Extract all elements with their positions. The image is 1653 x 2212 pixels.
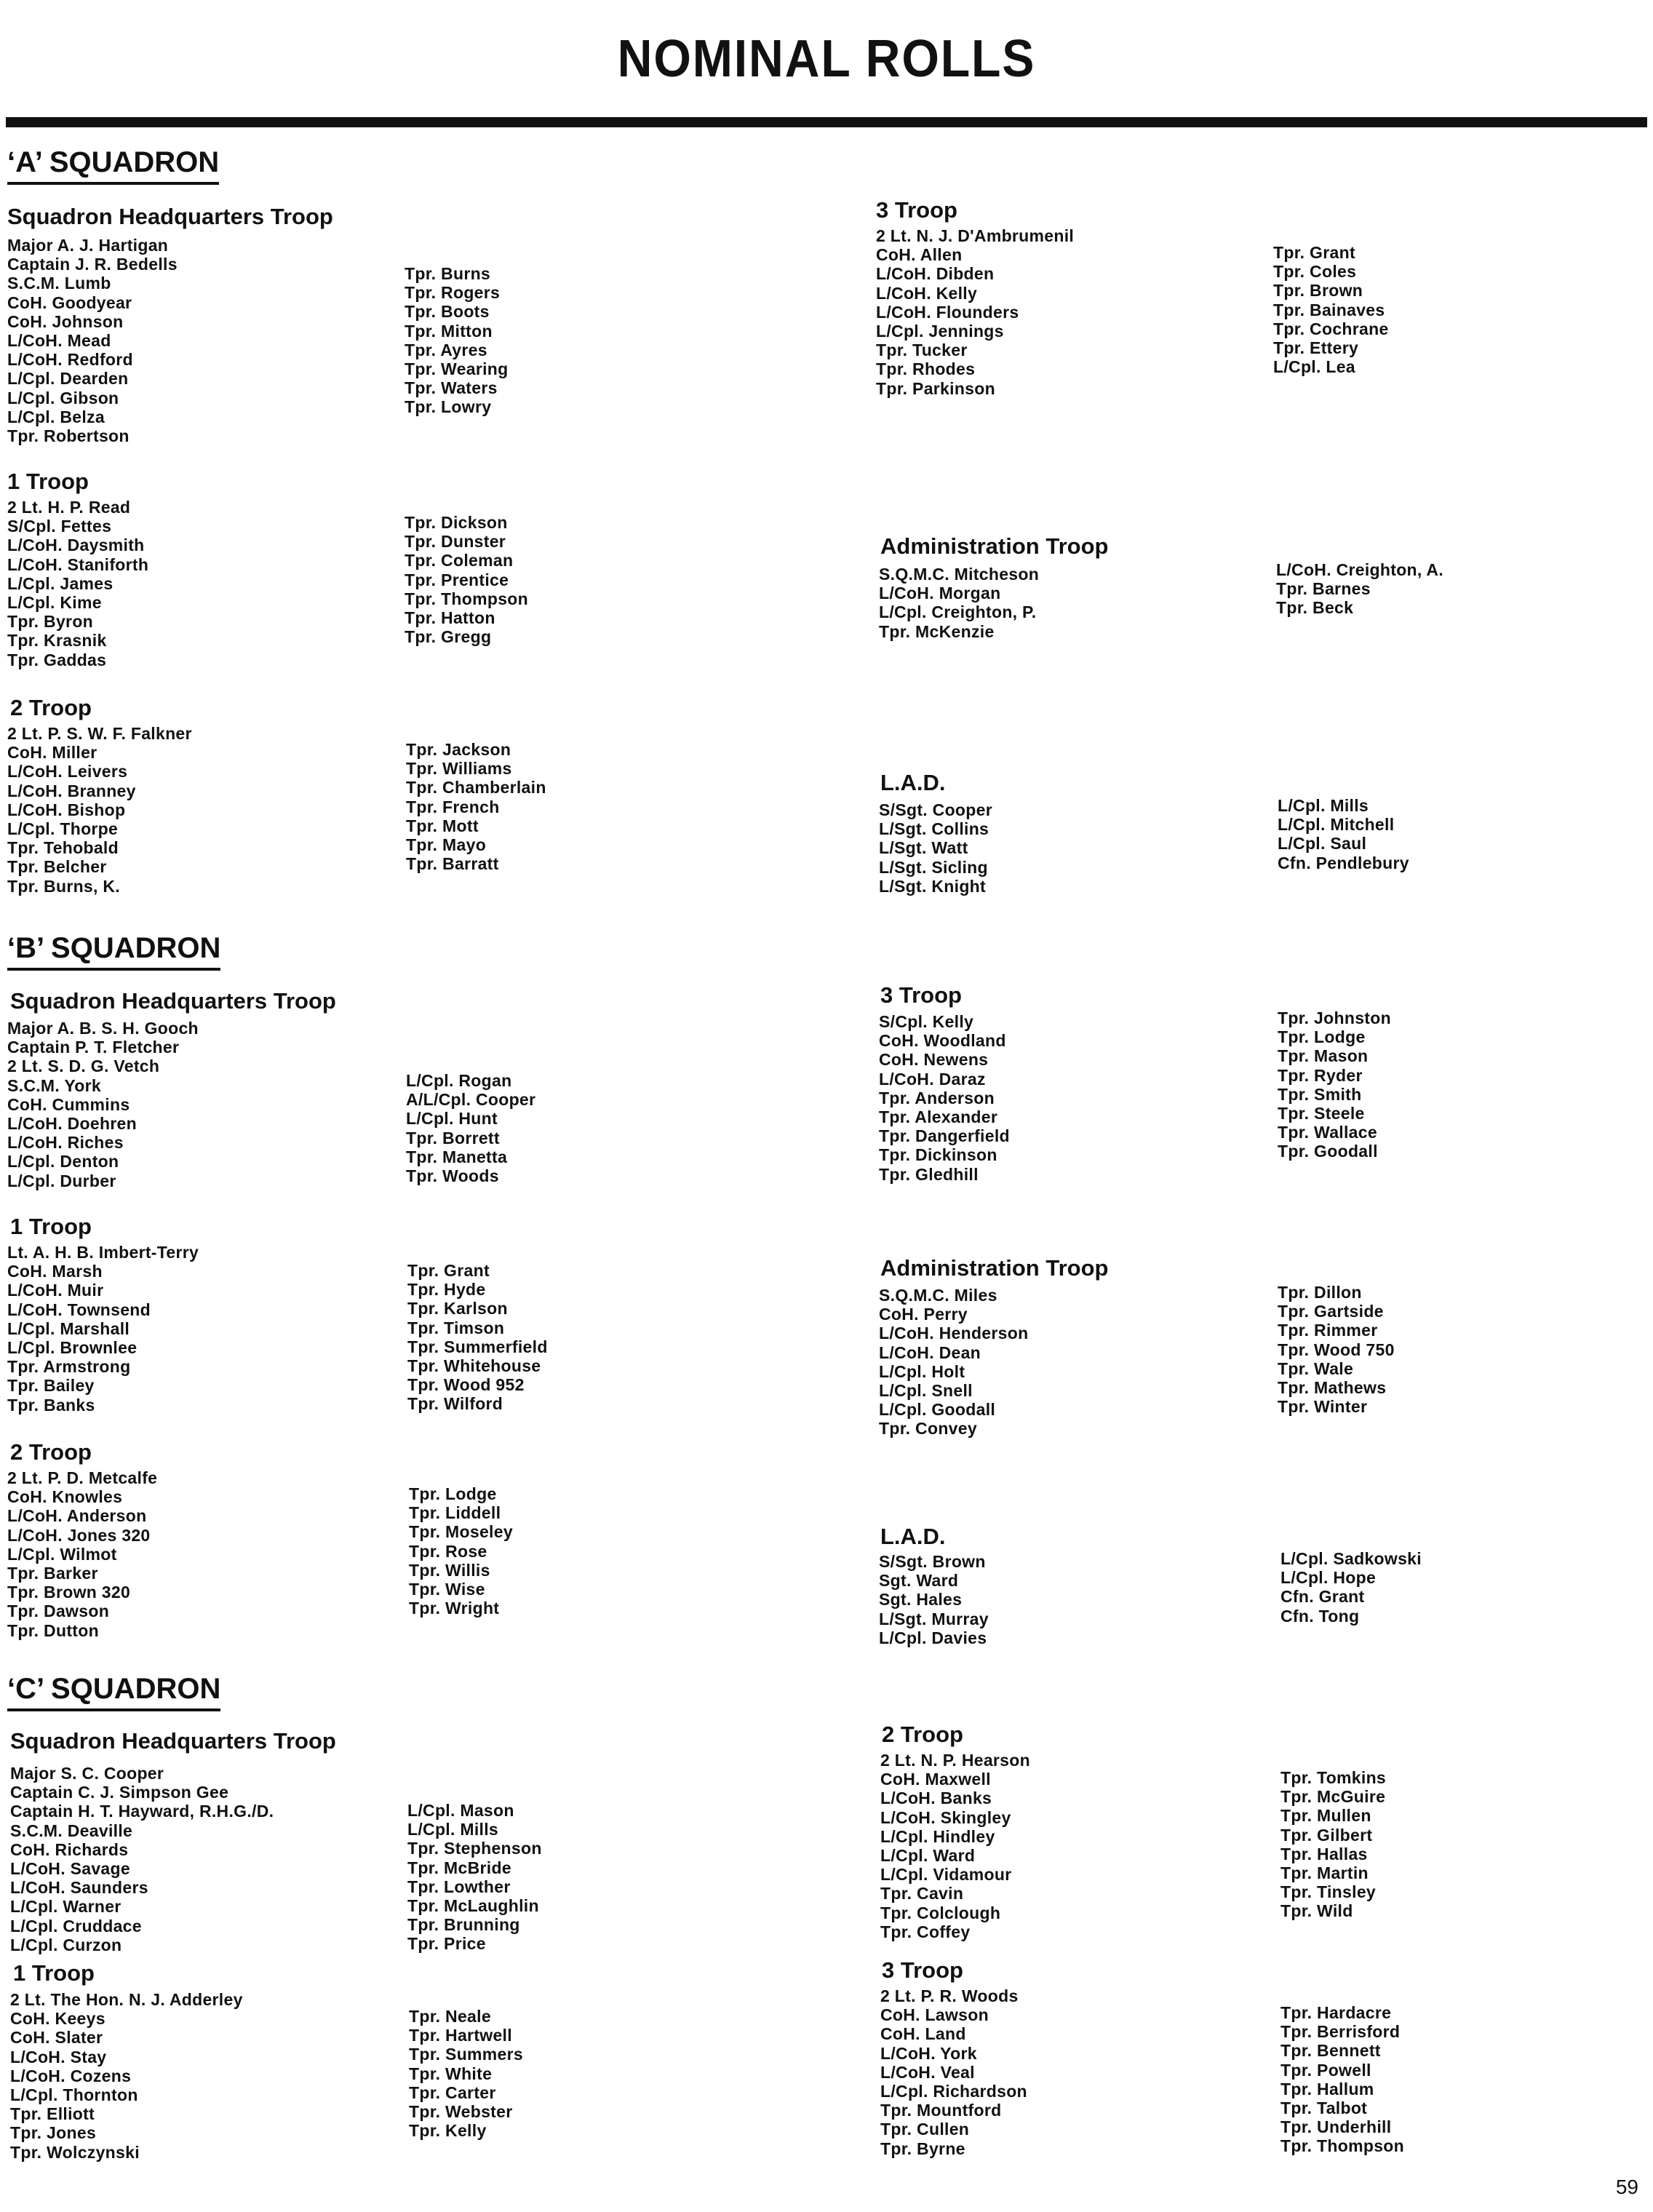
roll-entry: Tpr. Burns, K.	[7, 876, 120, 896]
roll-entry: Cfn. Tong	[1280, 1606, 1360, 1626]
roll-entry: CoH. Woodland	[879, 1031, 1006, 1051]
roll-entry: Tpr. Cochrane	[1273, 319, 1389, 338]
roll-entry: L/CoH. Branney	[7, 781, 136, 800]
roll-entry: L/Cpl. Snell	[879, 1380, 973, 1400]
roll-entry: L/Cpl. Thorpe	[7, 819, 119, 838]
b-admin-heading: Administration Troop	[880, 1255, 1109, 1281]
roll-entry: Tpr. Bailey	[7, 1376, 95, 1396]
roll-entry: L/Cpl. Kime	[7, 592, 102, 612]
roll-entry: L/CoH. Banks	[880, 1789, 992, 1808]
roll-entry: Tpr. Mountford	[880, 2101, 1002, 2120]
roll-entry: Tpr. Dangerfield	[879, 1126, 1010, 1146]
roll-entry: L/Cpl. Creighton, P.	[879, 602, 1037, 622]
roll-entry: 2 Lt. H. P. Read	[7, 498, 131, 517]
roll-entry: L/Cpl. James	[7, 573, 113, 593]
roll-entry: Cfn. Grant	[1280, 1587, 1365, 1607]
c-troop2-right	[1280, 1768, 1386, 1921]
roll-entry: CoH. Perry	[879, 1305, 968, 1324]
a-admin-heading: Administration Troop	[880, 533, 1109, 559]
roll-entry: Cfn. Pendlebury	[1278, 853, 1409, 872]
roll-entry: Tpr. Barratt	[406, 854, 499, 874]
roll-entry: L/CoH. Kelly	[876, 283, 978, 303]
roll-entry: L/Cpl. Hope	[1280, 1568, 1377, 1588]
roll-entry: L/Cpl. Ward	[880, 1845, 976, 1865]
roll-entry: Tpr. Tehobald	[7, 838, 119, 858]
roll-entry: Tpr. Woods	[406, 1166, 499, 1185]
roll-entry: CoH. Allen	[876, 245, 963, 265]
roll-entry: Tpr. Underhill	[1280, 2117, 1392, 2137]
roll-entry: Tpr. Waters	[405, 378, 498, 398]
roll-entry: Tpr. Gregg	[405, 627, 492, 647]
roll-entry: Tpr. Dillon	[1278, 1283, 1362, 1302]
a-troop2-right	[406, 740, 546, 873]
roll-entry: CoH. Cummins	[7, 1094, 130, 1114]
roll-entry: Tpr. Hartwell	[409, 2026, 512, 2045]
roll-entry: CoH. Land	[880, 2024, 966, 2044]
c-hq-heading: Squadron Headquarters Troop	[10, 1728, 336, 1754]
b-admin-left	[879, 1286, 1028, 1439]
roll-entry: L/CoH. Saunders	[10, 1878, 148, 1898]
b-admin-right	[1278, 1283, 1395, 1416]
roll-entry: L/Cpl. Vidamour	[880, 1865, 1012, 1885]
roll-entry: Tpr. Coles	[1273, 262, 1357, 282]
roll-entry: S/Sgt. Cooper	[879, 800, 992, 819]
roll-entry: S.C.M. York	[7, 1075, 101, 1095]
roll-entry: Tpr. Summerfield	[407, 1337, 548, 1356]
roll-entry: Tpr. Colclough	[880, 1903, 1001, 1922]
roll-entry: Tpr. Jackson	[406, 740, 511, 759]
c-hq-right	[407, 1801, 542, 1954]
b-troop3-left	[879, 1012, 1010, 1184]
roll-entry: Tpr. Mathews	[1278, 1377, 1387, 1397]
roll-entry: Tpr. Alexander	[879, 1107, 998, 1126]
roll-entry: Tpr. Grant	[407, 1261, 490, 1280]
roll-entry: Tpr. Rimmer	[1278, 1321, 1378, 1340]
roll-entry: Tpr. Wild	[1280, 1901, 1353, 1921]
roll-entry: Captain P. T. Fletcher	[7, 1038, 180, 1057]
c-troop3-left	[880, 1986, 1027, 2158]
roll-entry: L/Sgt. Watt	[879, 838, 968, 858]
roll-entry: Tpr. Brown	[1273, 281, 1363, 301]
roll-entry: L/Cpl. Mitchell	[1278, 815, 1395, 835]
roll-entry: Tpr. Jones	[10, 2123, 97, 2143]
roll-entry: L/Cpl. Lea	[1273, 357, 1355, 377]
roll-entry: Tpr. Tinsley	[1280, 1882, 1376, 1902]
b-troop2-right	[409, 1484, 513, 1618]
roll-entry: L/Cpl. Goodall	[879, 1400, 996, 1420]
roll-entry: L/Cpl. Denton	[7, 1152, 119, 1171]
roll-entry: A/L/Cpl. Cooper	[406, 1090, 536, 1110]
roll-entry: Tpr. Willis	[409, 1560, 490, 1580]
roll-entry: Tpr. Mayo	[406, 835, 487, 854]
roll-entry: Tpr. Bainaves	[1273, 300, 1385, 319]
roll-entry: Tpr. Barnes	[1276, 579, 1371, 599]
roll-entry: Tpr. Wood 952	[407, 1375, 525, 1395]
roll-entry: L/CoH. Cozens	[10, 2066, 132, 2085]
roll-entry: Tpr. Gaddas	[7, 650, 107, 669]
b-troop1-right	[407, 1261, 548, 1414]
roll-entry: S/Cpl. Kelly	[879, 1012, 974, 1031]
roll-entry: CoH. Keeys	[10, 2009, 105, 2029]
a-troop1-heading: 1 Troop	[7, 469, 89, 494]
c-troop1-heading: 1 Troop	[13, 1960, 95, 1986]
roll-entry: CoH. Johnson	[7, 311, 124, 331]
roll-entry: S/Sgt. Brown	[879, 1552, 986, 1571]
roll-entry: CoH. Knowles	[7, 1487, 123, 1507]
a-troop2-left	[7, 724, 192, 896]
roll-entry: CoH. Miller	[7, 743, 97, 763]
roll-entry: L/Cpl. Thornton	[10, 2085, 138, 2104]
roll-entry: Tpr. Ayres	[405, 340, 487, 359]
roll-entry: L/CoH. Veal	[880, 2062, 975, 2082]
roll-entry: Tpr. Borrett	[406, 1128, 500, 1147]
roll-entry: L/Cpl. Wilmot	[7, 1544, 117, 1564]
roll-entry: Tpr. Hardacre	[1280, 2003, 1392, 2022]
roll-entry: Tpr. Rogers	[405, 283, 501, 303]
roll-entry: Tpr. Wise	[409, 1579, 485, 1599]
c-hq-left	[10, 1764, 274, 1954]
roll-entry: L/Cpl. Rogan	[406, 1071, 512, 1090]
roll-entry: L/CoH. Savage	[10, 1858, 130, 1878]
roll-entry: L/Cpl. Davies	[879, 1628, 987, 1647]
roll-entry: Tpr. Lowry	[405, 397, 492, 417]
a-troop1-right	[405, 513, 528, 646]
roll-entry: L/Sgt. Sicling	[879, 857, 988, 877]
roll-entry: Tpr. Webster	[409, 2101, 513, 2121]
roll-entry: S.C.M. Deaville	[10, 1821, 133, 1840]
roll-entry: L/CoH. Mead	[7, 330, 111, 350]
b-troop1-heading: 1 Troop	[10, 1214, 92, 1239]
roll-entry: Tpr. Hallas	[1280, 1844, 1368, 1863]
roll-entry: L/CoH. Stay	[10, 2047, 107, 2066]
c-troop1-right	[409, 2007, 523, 2140]
roll-entry: L/Cpl. Holt	[879, 1361, 965, 1381]
roll-entry: Major A. B. S. H. Gooch	[7, 1019, 199, 1038]
roll-entry: Captain H. T. Hayward, R.H.G./D.	[10, 1802, 274, 1821]
roll-entry: 2 Lt. N. P. Hearson	[880, 1751, 1030, 1770]
roll-entry: S.Q.M.C. Mitcheson	[879, 565, 1040, 584]
roll-entry: Tpr. McGuire	[1280, 1787, 1386, 1807]
roll-entry: L/CoH. Riches	[7, 1133, 124, 1153]
roll-entry: Tpr. Liddell	[409, 1503, 501, 1523]
title-rule	[6, 117, 1647, 127]
roll-entry: Tpr. Burns	[405, 264, 491, 283]
a-lad-heading: L.A.D.	[880, 770, 946, 795]
roll-entry: L/CoH. Daysmith	[7, 536, 145, 555]
a-troop2-heading: 2 Troop	[10, 695, 92, 720]
roll-entry: Tpr. Krasnik	[7, 631, 107, 651]
roll-entry: L/Cpl. Mills	[1278, 796, 1369, 815]
roll-entry: L/CoH. Leivers	[7, 762, 128, 781]
roll-entry: Tpr. Gledhill	[879, 1164, 979, 1184]
roll-entry: Tpr. Neale	[409, 2007, 491, 2026]
roll-entry: S/Cpl. Fettes	[7, 517, 112, 536]
roll-entry: Tpr. Prentice	[405, 570, 509, 589]
roll-entry: Tpr. Wright	[409, 1599, 500, 1618]
roll-entry: Tpr. Grant	[1273, 243, 1355, 262]
roll-entry: Tpr. Dunster	[405, 532, 506, 552]
roll-entry: Tpr. Tucker	[876, 341, 968, 360]
a-admin-right	[1276, 560, 1443, 618]
roll-entry: Tpr. Mullen	[1280, 1806, 1371, 1826]
roll-entry: Tpr. White	[409, 2064, 493, 2083]
a-troop3-left	[876, 226, 1074, 398]
roll-entry: Tpr. Wolczynski	[10, 2142, 140, 2162]
a-troop1-left	[7, 498, 148, 669]
roll-entry: Tpr. McBride	[407, 1858, 511, 1877]
a-troop3-right	[1273, 243, 1389, 376]
roll-entry: L/Cpl. Mason	[407, 1801, 514, 1820]
roll-entry: Tpr. Mason	[1278, 1046, 1369, 1066]
roll-entry: L/Cpl. Durber	[7, 1171, 116, 1190]
roll-entry: Major S. C. Cooper	[10, 1764, 164, 1783]
roll-entry: L/CoH. Morgan	[879, 584, 1001, 603]
roll-entry: 2 Lt. P. S. W. F. Falkner	[7, 724, 192, 743]
roll-entry: Tpr. Beck	[1276, 598, 1354, 618]
roll-entry: L/Cpl. Curzon	[10, 1935, 122, 1954]
roll-entry: Tpr. Rhodes	[876, 359, 976, 379]
roll-entry: 2 Lt. S. D. G. Vetch	[7, 1057, 160, 1076]
roll-entry: L/Cpl. Saul	[1278, 834, 1367, 854]
roll-entry: Tpr. Ryder	[1278, 1065, 1363, 1085]
roll-entry: L/CoH. Skingley	[880, 1807, 1011, 1827]
roll-entry: L/Sgt. Murray	[879, 1609, 989, 1628]
b-lad-left	[879, 1552, 989, 1647]
roll-entry: Tpr. Powell	[1280, 2060, 1371, 2080]
roll-entry: Captain C. J. Simpson Gee	[10, 1783, 229, 1802]
roll-entry: Tpr. Robertson	[7, 426, 130, 445]
roll-entry: L/Cpl. Jennings	[876, 321, 1004, 341]
c-troop2-heading: 2 Troop	[882, 1722, 963, 1747]
a-hq-heading: Squadron Headquarters Troop	[7, 204, 333, 229]
c-troop3-heading: 3 Troop	[882, 1957, 963, 1983]
roll-entry: L/Cpl. Gibson	[7, 388, 119, 407]
roll-entry: CoH. Newens	[879, 1050, 989, 1070]
roll-entry: CoH. Lawson	[880, 2005, 989, 2025]
roll-entry: Tpr. Berrisford	[1280, 2022, 1401, 2042]
roll-entry: Tpr. Mott	[406, 816, 479, 835]
b-troop3-right	[1278, 1008, 1391, 1161]
roll-entry: Tpr. Hyde	[407, 1280, 486, 1300]
roll-entry: Tpr. Steele	[1278, 1103, 1365, 1123]
roll-entry: CoH. Maxwell	[880, 1770, 991, 1789]
roll-entry: Major A. J. Hartigan	[7, 236, 169, 255]
roll-entry: Tpr. Goodall	[1278, 1142, 1378, 1161]
roll-entry: S.C.M. Lumb	[7, 274, 111, 293]
roll-entry: L/CoH. Doehren	[7, 1113, 137, 1133]
roll-entry: Sgt. Hales	[879, 1590, 963, 1610]
roll-entry: L/CoH. York	[880, 2043, 977, 2063]
roll-entry: Tpr. Johnston	[1278, 1008, 1391, 1027]
roll-entry: Tpr. Karlson	[407, 1299, 508, 1318]
roll-entry: L/CoH. Henderson	[879, 1324, 1029, 1343]
b-troop2-heading: 2 Troop	[10, 1439, 92, 1465]
roll-entry: Tpr. Dutton	[7, 1620, 99, 1640]
roll-entry: Tpr. Carter	[409, 2082, 496, 2102]
roll-entry: S.Q.M.C. Miles	[879, 1286, 997, 1305]
roll-entry: 2 Lt. N. J. D'Ambrumenil	[876, 226, 1075, 245]
roll-entry: Tpr. Chamberlain	[406, 778, 546, 797]
roll-entry: L/CoH. Dibden	[876, 264, 995, 284]
roll-entry: CoH. Marsh	[7, 1262, 103, 1281]
roll-entry: Tpr. Price	[407, 1934, 486, 1954]
roll-entry: L/Cpl. Hunt	[406, 1109, 498, 1129]
roll-entry: Lt. A. H. B. Imbert-Terry	[7, 1243, 199, 1262]
roll-entry: Tpr. Whitehouse	[407, 1356, 541, 1375]
roll-entry: Captain J. R. Bedells	[7, 255, 178, 274]
squadron-c-heading: ‘C’ SQUADRON	[7, 1672, 220, 1711]
roll-entry: Tpr. Armstrong	[7, 1357, 131, 1377]
a-lad-left	[879, 800, 992, 896]
roll-entry: L/Sgt. Collins	[879, 819, 989, 839]
roll-entry: L/CoH. Flounders	[876, 302, 1019, 322]
roll-entry: Tpr. Wood 750	[1278, 1340, 1395, 1359]
roll-entry: L/Sgt. Knight	[879, 876, 986, 896]
roll-entry: Tpr. Lowther	[407, 1877, 511, 1896]
roll-entry: L/Cpl. Belza	[7, 407, 105, 426]
roll-entry: Tpr. Dawson	[7, 1602, 110, 1621]
b-lad-right	[1280, 1549, 1422, 1626]
b-lad-heading: L.A.D.	[880, 1524, 946, 1549]
roll-entry: Tpr. Byrne	[880, 2139, 965, 2158]
a-hq-left	[7, 236, 178, 445]
c-troop3-right	[1280, 2003, 1404, 2156]
b-hq-right	[406, 1071, 535, 1185]
roll-entry: L/Cpl. Cruddace	[10, 1916, 142, 1936]
roll-entry: Tpr. Summers	[409, 2045, 523, 2064]
roll-entry: Tpr. French	[406, 797, 500, 816]
roll-entry: L/CoH. Bishop	[7, 800, 126, 819]
roll-entry: L/CoH. Staniforth	[7, 554, 149, 574]
b-troop3-heading: 3 Troop	[880, 982, 962, 1008]
roll-entry: Tpr. Kelly	[409, 2121, 487, 2141]
roll-entry: Tpr. Moseley	[409, 1522, 513, 1542]
roll-entry: Tpr. Boots	[405, 302, 490, 322]
roll-entry: Tpr. Barker	[7, 1563, 98, 1583]
roll-entry: L/CoH. Dean	[879, 1342, 981, 1362]
roll-entry: Tpr. Ettery	[1273, 338, 1359, 357]
roll-entry: Tpr. Anderson	[879, 1088, 995, 1107]
roll-entry: Tpr. Manetta	[406, 1147, 508, 1166]
roll-entry: Tpr. Wearing	[405, 359, 509, 378]
roll-entry: 2 Lt. P. D. Metcalfe	[7, 1468, 158, 1487]
a-admin-left	[879, 565, 1039, 641]
page-number: 59	[1615, 2176, 1638, 2198]
roll-entry: Tpr. Timson	[407, 1318, 505, 1337]
b-troop1-left	[7, 1243, 199, 1415]
roll-entry: Tpr. Hallum	[1280, 2079, 1374, 2098]
a-hq-right	[405, 264, 508, 417]
roll-entry: Tpr. Belcher	[7, 857, 107, 877]
roll-entry: L/Cpl. Marshall	[7, 1318, 130, 1338]
roll-entry: Tpr. Mitton	[405, 321, 493, 341]
c-troop1-left	[10, 1990, 243, 2162]
b-hq-heading: Squadron Headquarters Troop	[10, 988, 336, 1014]
roll-entry: Tpr. McKenzie	[879, 621, 995, 641]
roll-entry: Tpr. Brown 320	[7, 1583, 131, 1602]
roll-entry: L/Cpl. Dearden	[7, 369, 129, 389]
roll-entry: CoH. Richards	[10, 1839, 129, 1859]
page-title: NOMINAL ROLLS	[617, 30, 1036, 88]
roll-entry: 2 Lt. P. R. Woods	[880, 1986, 1019, 2005]
roll-entry: L/CoH. Redford	[7, 350, 133, 370]
roll-entry: Tpr. Lodge	[1278, 1027, 1366, 1047]
roll-entry: Tpr. Dickinson	[879, 1145, 997, 1165]
roll-entry: L/CoH. Muir	[7, 1281, 104, 1300]
roll-entry: L/Cpl. Warner	[10, 1897, 122, 1917]
roll-entry: L/CoH. Creighton, A.	[1276, 560, 1444, 579]
roll-entry: Tpr. Wallace	[1278, 1123, 1377, 1142]
a-lad-right	[1278, 796, 1409, 872]
roll-entry: L/CoH. Daraz	[879, 1069, 986, 1089]
roll-entry: Tpr. Parkinson	[876, 378, 995, 398]
roll-entry: Tpr. Rose	[409, 1541, 487, 1561]
roll-entry: Tpr. Coffey	[880, 1922, 971, 1941]
roll-entry: Tpr. Thompson	[405, 589, 528, 608]
roll-entry: Tpr. Thompson	[1280, 2136, 1404, 2156]
roll-entry: Tpr. Tomkins	[1280, 1768, 1387, 1787]
roll-entry: Tpr. Convey	[879, 1419, 977, 1439]
roll-entry: Tpr. Byron	[7, 612, 94, 632]
b-hq-left	[7, 1019, 199, 1190]
roll-entry: Tpr. Martin	[1280, 1863, 1369, 1882]
roll-entry: L/Cpl. Brownlee	[7, 1337, 138, 1357]
roll-entry: L/Cpl. Richardson	[880, 2081, 1027, 2101]
roll-entry: Tpr. Elliott	[10, 2104, 95, 2124]
roll-entry: Tpr. Smith	[1278, 1084, 1362, 1104]
roll-entry: L/Cpl. Mills	[407, 1820, 498, 1839]
roll-entry: 2 Lt. The Hon. N. J. Adderley	[10, 1990, 243, 2009]
roll-entry: L/CoH. Anderson	[7, 1506, 147, 1526]
roll-entry: Tpr. Cullen	[880, 2120, 970, 2139]
c-troop2-left	[880, 1751, 1030, 1941]
roll-entry: Tpr. Williams	[406, 759, 512, 779]
roll-entry: Tpr. Winter	[1278, 1397, 1368, 1417]
squadron-b-heading: ‘B’ SQUADRON	[7, 931, 220, 971]
roll-entry: L/CoH. Townsend	[7, 1300, 151, 1319]
roll-entry: Tpr. Bennett	[1280, 2041, 1381, 2061]
roll-entry: Tpr. Talbot	[1280, 2098, 1368, 2117]
b-troop2-left	[7, 1468, 157, 1640]
roll-entry: Sgt. Ward	[879, 1571, 959, 1591]
roll-entry: Tpr. Banks	[7, 1395, 95, 1415]
roll-entry: Tpr. McLaughlin	[407, 1895, 539, 1915]
squadron-a-heading: ‘A’ SQUADRON	[7, 146, 219, 185]
roll-entry: CoH. Slater	[10, 2028, 103, 2048]
roll-entry: Tpr. Gilbert	[1280, 1825, 1373, 1845]
roll-entry: L/Cpl. Hindley	[880, 1826, 995, 1846]
roll-entry: Tpr. Hatton	[405, 608, 495, 627]
roll-entry: L/Cpl. Sadkowski	[1280, 1549, 1422, 1568]
roll-entry: Tpr. Brunning	[407, 1915, 520, 1935]
roll-entry: Tpr. Dickson	[405, 513, 508, 532]
roll-entry: Tpr. Coleman	[405, 551, 514, 570]
roll-entry: Tpr. Cavin	[880, 1884, 964, 1903]
a-troop3-heading: 3 Troop	[876, 197, 957, 223]
roll-entry: Tpr. Wilford	[407, 1394, 503, 1414]
roll-entry: L/CoH. Jones 320	[7, 1525, 151, 1545]
roll-entry: Tpr. Gartside	[1278, 1302, 1384, 1321]
roll-entry: Tpr. Wale	[1278, 1358, 1354, 1378]
roll-entry: Tpr. Stephenson	[407, 1839, 542, 1858]
roll-entry: Tpr. Lodge	[409, 1484, 497, 1503]
roll-entry: CoH. Goodyear	[7, 293, 132, 312]
